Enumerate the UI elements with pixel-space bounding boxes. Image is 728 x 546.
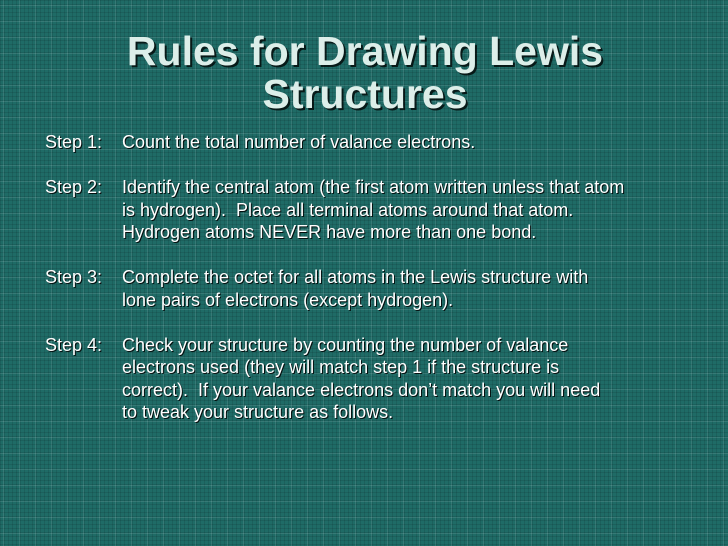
step-4-label: Step 4:: [45, 334, 103, 355]
step-2-line-2: is hydrogen). Place all terminal atoms around that atom.: [122, 199, 574, 220]
step-3-line-1: Complete the octet for all atoms in the Lewis structure with: [122, 267, 589, 287]
step-2-label: Step 2:: [45, 177, 103, 197]
step-4-text: [122, 334, 720, 424]
slide-title-line-1: Rules for Drawing Lewis: [126, 28, 604, 74]
step-1-text: [122, 131, 720, 154]
step-4-line-1: Check your structure by counting the number of valance: [122, 334, 569, 355]
step-1-label: Step 1:: [45, 132, 103, 152]
step-2-text: [122, 176, 720, 244]
step-3: [45, 266, 720, 311]
slide-title: [80, 30, 650, 116]
step-4: [45, 334, 720, 424]
step-2-line-1: Identify the central atom (the first atom written unless that atom: [122, 177, 625, 197]
step-1-line-1: Count the total number of valance electrons.: [122, 132, 476, 152]
slide-title-line-2: Structures: [262, 71, 468, 117]
step-3-label: Step 3:: [45, 267, 103, 287]
step-4-line-3: correct). If your valance electrons don’t match you will need: [122, 379, 601, 400]
step-4-line-2: electrons used (they will match step 1 if the structure is: [122, 357, 560, 377]
step-1: [45, 131, 720, 154]
step-3-line-2: lone pairs of electrons (except hydrogen).: [122, 289, 454, 310]
step-4-line-4: to tweak your structure as follows.: [122, 402, 394, 422]
step-3-text: [122, 266, 720, 311]
step-2: [45, 176, 720, 244]
steps-list: [45, 131, 720, 446]
step-2-line-3: Hydrogen atoms NEVER have more than one bond.: [122, 222, 537, 242]
